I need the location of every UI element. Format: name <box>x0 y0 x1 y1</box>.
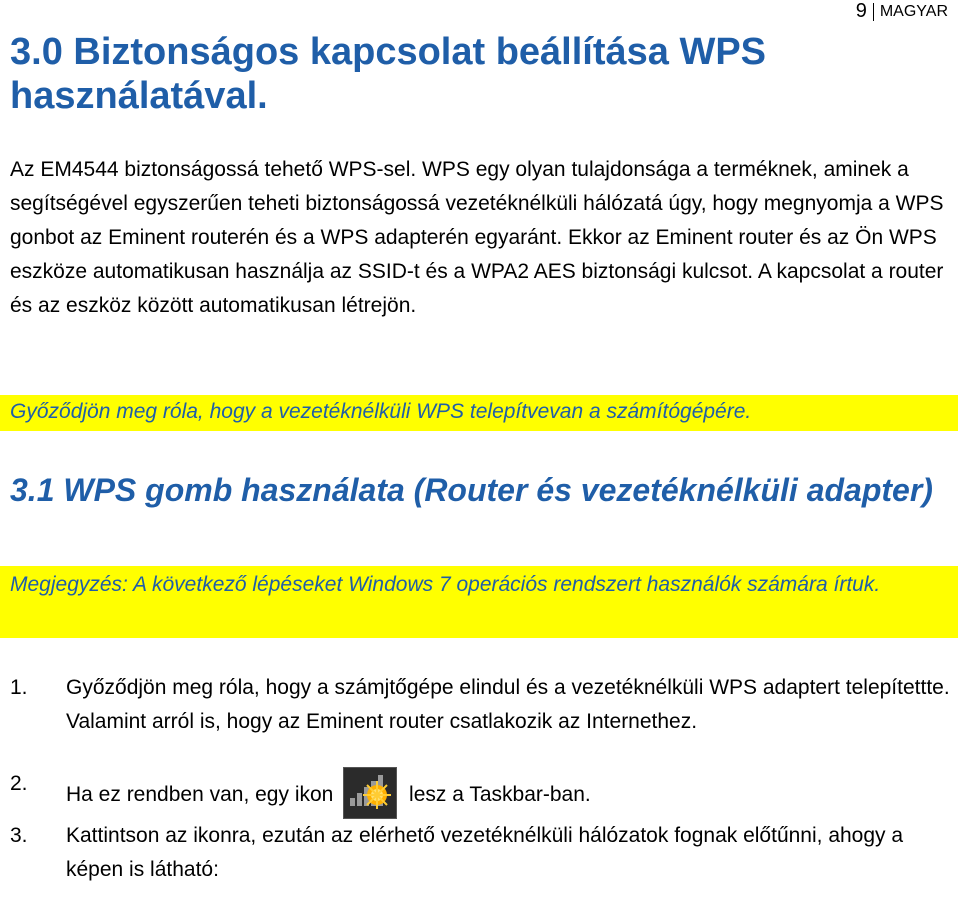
step-number: 2. <box>10 772 28 795</box>
page-header <box>856 0 948 23</box>
section-title: 3.0 Biztonságos kapcsolat beállítása WPS használatával. <box>10 31 767 117</box>
header-divider <box>873 3 874 21</box>
note-windows7: Megjegyzés: A következő lépéseket Windows 7 operációs rendszert használók számára írtuk. <box>0 566 958 638</box>
step-1 <box>10 671 955 739</box>
language-label: MAGYAR <box>879 2 948 20</box>
page-number: 9 <box>855 0 867 22</box>
note-wps-installed: Győződjön meg róla, hogy a vezetéknélküli WPS telepítvevan a számítógépére. <box>0 395 958 431</box>
intro-paragraph: Az EM4544 biztonságossá tehető WPS-sel. WPS egy olyan tulajdonsága a terméknek, aminek a segítségével egyszerűen teheti biztonságossá vezetéknélküli hálózatá úgy, hogy megnyomja a WPS gonbot az Eminent routerén és a WPS adapterén egyaránt. Ekkor az Eminent router és az Ön WPS eszköze automatikusan használja az SSID-t és a WPA2 AES biztonsági kulcsot. A kapcsolat a router és az eszköz között automatikusan létrejön. <box>10 158 944 317</box>
wireless-network-tray-icon <box>343 767 397 819</box>
step-3 <box>10 819 955 887</box>
subsection-title: 3.1 WPS gomb használata (Router és vezetéknélküli adapter) <box>10 472 933 508</box>
step-number: 1. <box>10 676 28 699</box>
step-number: 3. <box>10 824 28 847</box>
step-text: Győződjön meg róla, hogy a számjtőgépe elindul és a vezetéknélküli WPS adaptert telepítettte. Valamint arról is, hogy az Eminent router csatlakozik az Internethez. <box>66 676 950 733</box>
step-text-after: lesz a Taskbar-ban. <box>409 783 591 806</box>
step-text-before: Ha ez rendben van, egy ikon <box>66 783 334 806</box>
step-2 <box>10 767 955 819</box>
steps-list <box>10 671 955 887</box>
step-text: Kattintson az ikonra, ezután az elérhető vezetéknélküli hálózatok fognak előtűnni, ahogy a képen is látható: <box>66 824 904 881</box>
